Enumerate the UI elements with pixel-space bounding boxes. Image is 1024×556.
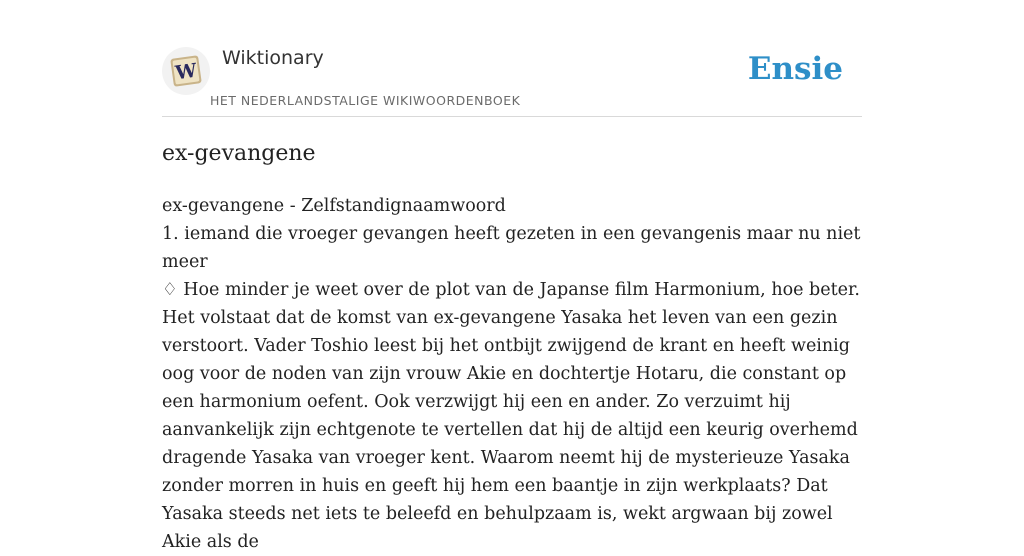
page-title: ex-gevangene — [162, 141, 316, 166]
entry-example: ♢ Hoe minder je weet over de plot van de Japanse film Harmonium, hoe beter. Het volstaat dat de komst van ex-gevangene Yasaka het leven van een gezin verstoort. Vader Toshio leest bij het ontbijt zwijgend de krant en heeft weinig oog voor de noden van zijn vrouw Akie en dochtertje Hotaru, die constant op een harmonium oefent. Ook verzwijgt hij een en ander. Zo verzuimt hij aanvankelijk zijn echtgenote te vertellen dat hij de altijd een keurig overhemd dragende Yasaka van vroeger kent. Waarom neemt hij de mysterieuze Yasaka zonder morren in huis en geeft hij hem een baantje in zijn werkplaats? Dat Yasaka steeds net iets te beleefd en behulpzaam is, wekt argwaan bij zowel Akie als de — [162, 280, 860, 552]
entry-subtitle: ex-gevangene - Zelfstandignaamwoord — [162, 196, 506, 216]
entry-content — [162, 192, 866, 556]
logo-letter: W — [174, 59, 199, 85]
site-name[interactable]: Wiktionary — [222, 47, 324, 69]
site-tagline: HET NEDERLANDSTALIGE WIKIWOORDENBOEK — [210, 93, 521, 108]
site-header — [162, 0, 862, 117]
wiktionary-logo-icon[interactable] — [162, 47, 210, 95]
entry-definition: 1. iemand die vroeger gevangen heeft gezeten in een gevangenis maar nu niet meer — [162, 224, 861, 272]
logo-tile-graphic — [169, 54, 203, 88]
ensie-brand-link[interactable]: Ensie — [747, 51, 843, 87]
